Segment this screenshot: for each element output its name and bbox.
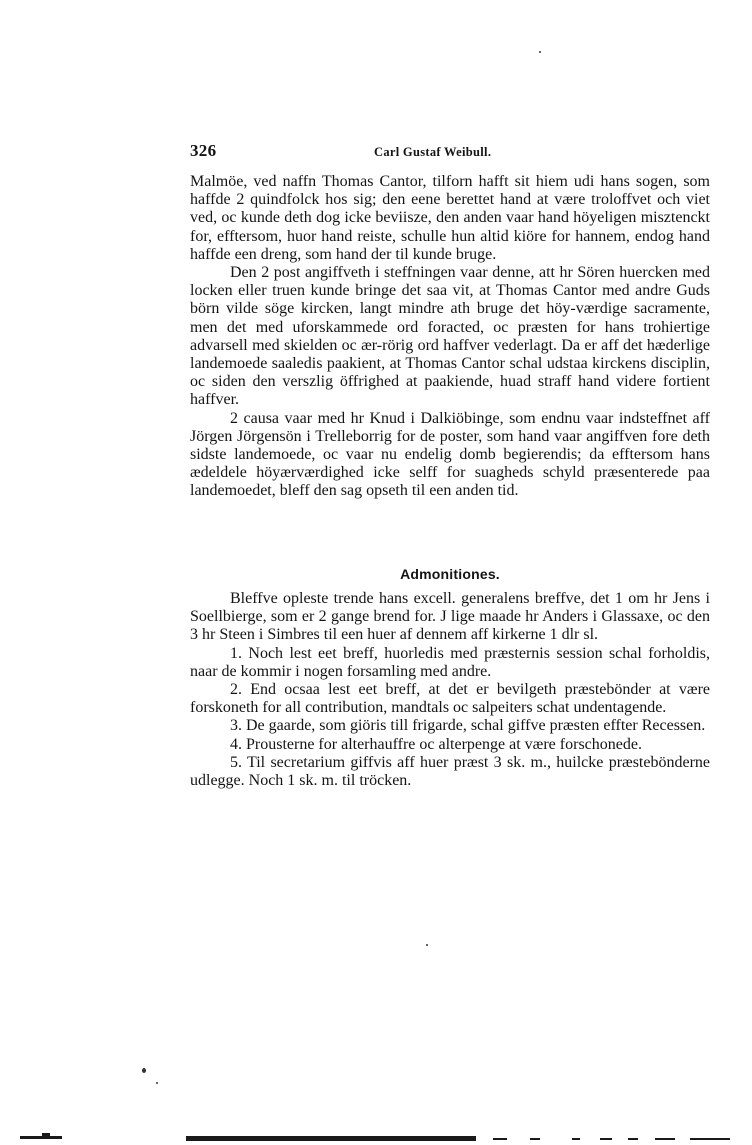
body-text-bottom	[190, 590, 710, 790]
scan-edge-mark	[572, 1138, 580, 1140]
section-heading: Admonitiones.	[400, 566, 500, 582]
scan-edge-mark	[655, 1138, 675, 1140]
scan-speck	[539, 51, 541, 53]
scan-edge-mark	[628, 1138, 638, 1140]
page-number: 326	[190, 141, 217, 160]
paragraph: 3. De gaarde, som giöris till frigarde, schal giffve præsten effter Recessen.	[230, 717, 706, 735]
scan-speck	[156, 1082, 158, 1084]
scan-speck	[142, 1068, 146, 1073]
body-text-top	[190, 173, 710, 501]
scan-edge-mark	[530, 1138, 540, 1140]
paragraph: Malmöe, ved naffn Thomas Cantor, tilforn hafft sit hiem udi hans sogen, som haffde 2 quindfolck hos sig; den eene berettet hand at være troloffvet och viet ved, oc kunde deth dog icke beviisze, den anden vaar hand höyeligen misztenckt for, efftersom, huor hand reiste, schulle hun altid kiöre for hannem, endog hand haffde een dreng, som hand der til kunde bruge.	[190, 173, 710, 263]
scan-edge-bar	[186, 1136, 476, 1141]
paragraph: 2. End ocsaa lest eet breff, at det er bevilgeth præstebönder at være forskoneth for all contribution, mandtals oc salpeiters schat undentagende.	[190, 681, 710, 717]
scan-edge-mark	[493, 1138, 507, 1140]
scan-speck	[426, 944, 428, 946]
scan-edge-mark	[600, 1138, 612, 1140]
paragraph: Bleffve opleste trende hans excell. generalens breffve, det 1 om hr Jens i Soellbierge, som er 2 gange brend for. J lige maade hr Anders i Glassaxe, oc den 3 hr Steen i Simbres til een huer af dennem aff kirkerne 1 dlr sl.	[190, 590, 710, 644]
page-header	[190, 141, 712, 163]
paragraph: 1. Noch lest eet breff, huorledis med præsternis session schal forholdis, naar de kommir i nogen forsamling med andre.	[190, 644, 710, 680]
paragraph: 5. Til secretarium giffvis aff huer præst 3 sk. m., huilcke præstebönderne udlegge. Noch 1 sk. m. til tröcken.	[190, 753, 710, 790]
scan-edge-mark	[690, 1138, 730, 1140]
running-title: Carl Gustaf Weibull.	[374, 145, 492, 159]
scan-edge-mark	[20, 1136, 62, 1139]
scan-edge-mark	[42, 1133, 50, 1136]
paragraph: 4. Prousterne for alterhauffre oc alterpenge at være forschonede.	[230, 735, 642, 753]
paragraph: 2 causa vaar med hr Knud i Dalkiöbinge, som endnu vaar indsteffnet aff Jörgen Jörgensön i Trelleborrig for de poster, som hand vaar angiffven fore deth sidste landemoede, oc vaar nu endelig domb begierendis; da efftersom hans ædeldele höyærværdighed icke selff for suagheds schyld præsenterede paa landemoedet, bleff den sag opseth til een anden tid.	[190, 409, 710, 500]
paragraph: Den 2 post angiffveth i steffningen vaar denne, att hr Sören huercken med locken eller truen kunde bringe det saa vit, at Thomas Cantor med andre Guds börn vilde söge kircken, langt mindre ath bruge det höy-værdige sacramente, men det med uforskammede ord foracted, oc præsten for hans trohiertige advarsell med skielden oc ær-rörig ord haffver vederlagt. Da er aff det hæderlige landemoede saaledis paakient, at Thomas Cantor schal udstaa kirckens disciplin, oc siden den verszlig öffrighed at paakiende, huad straff hand videre fortient haffver.	[190, 264, 710, 409]
